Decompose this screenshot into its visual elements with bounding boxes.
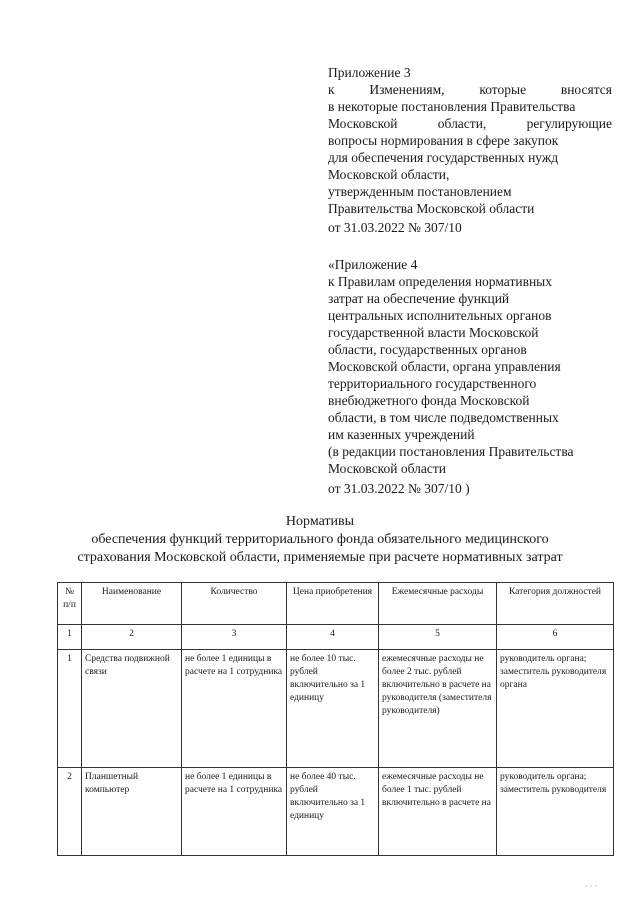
name-cell: Средства подвижной связи <box>82 650 182 768</box>
appendix-3-date-line: от 31.03.2022 № 307/10 <box>328 220 462 235</box>
appendix-3-line: Московской области, регулирующие <box>328 116 612 131</box>
table-row <box>58 650 614 768</box>
appendix-3-line: утвержденным постановлением <box>328 184 512 199</box>
price-cell: не более 10 тыс. рублей включительно за 1 единицу <box>287 650 379 768</box>
document-heading: Нормативы <box>285 514 355 529</box>
page-speck-mark: · · · <box>585 882 597 891</box>
row-number-cell: 2 <box>58 768 82 856</box>
document-subheading-line: обеспечения функций территориального фонда обязательного медицинского <box>91 532 549 547</box>
price-cell: не более 40 тыс. рублей включительно за 1 единицу <box>287 768 379 856</box>
appendix-3-line: Приложение 3 <box>328 65 411 80</box>
column-number: 4 <box>287 625 379 650</box>
monthly-costs-cell: ежемесячные расходы не более 2 тыс. рублей включительно в расчете на руководителя (заместителя руководителя) <box>379 650 497 768</box>
name-cell: Планшетный компьютер <box>82 768 182 856</box>
column-number: 5 <box>379 625 497 650</box>
appendix-4-line: внебюджетного фонда Московской <box>328 393 530 408</box>
appendix-4-line: территориального государственного <box>328 376 537 391</box>
header-number: № п/п <box>58 583 82 625</box>
quantity-cell: не более 1 единицы в расчете на 1 сотрудника <box>182 768 287 856</box>
appendix-4-line: Московской области, органа управления <box>328 359 561 374</box>
header-price: Цена приобретения <box>287 583 379 625</box>
appendix-3-line: в некоторые постановления Правительства <box>328 99 576 114</box>
column-number: 3 <box>182 625 287 650</box>
appendix-4-date-line: от 31.03.2022 № 307/10 ) <box>328 481 470 496</box>
appendix-4-line: (в редакции постановления Правительства <box>328 444 574 459</box>
table-row <box>58 768 614 856</box>
appendix-3-line: Московской области, <box>328 167 450 182</box>
monthly-costs-cell: ежемесячные расходы не более 1 тыс. рублей включительно в расчете на <box>379 768 497 856</box>
header-monthly-costs: Ежемесячные расходы <box>379 583 497 625</box>
appendix-4-line: государственной власти Московской <box>328 325 539 340</box>
appendix-4-line: им казенных учреждений <box>328 427 475 442</box>
row-number-cell: 1 <box>58 650 82 768</box>
appendix-4-line: области, государственных органов <box>328 342 527 357</box>
appendix-4-line: области, в том числе подведомственных <box>328 410 559 425</box>
column-number: 2 <box>82 625 182 650</box>
quantity-cell: не более 1 единицы в расчете на 1 сотрудника <box>182 650 287 768</box>
appendix-4-line: затрат на обеспечение функций <box>328 291 510 306</box>
table-header-row <box>58 583 614 625</box>
header-name: Наименование <box>82 583 182 625</box>
header-position-category: Категория должностей <box>497 583 614 625</box>
norms-table <box>57 582 614 856</box>
appendix-4-line: центральных исполнительных органов <box>328 308 552 323</box>
column-number: 6 <box>497 625 614 650</box>
header-quantity: Количество <box>182 583 287 625</box>
appendix-3-line: для обеспечения государственных нужд <box>328 150 559 165</box>
document-subheading-line: страхования Московской области, применяемые при расчете нормативных затрат <box>77 550 563 565</box>
position-category-cell: руководитель органа; заместитель руководителя органа <box>497 650 614 768</box>
position-category-cell: руководитель органа; заместитель руководителя <box>497 768 614 856</box>
appendix-3-line: вопросы нормирования в сфере закупок <box>328 133 559 148</box>
appendix-4-line: к Правилам определения нормативных <box>328 274 552 289</box>
appendix-4-line: «Приложение 4 <box>328 257 418 272</box>
appendix-4-line: Московской области <box>328 461 447 476</box>
table-column-numbers-row <box>58 625 614 650</box>
column-number: 1 <box>58 625 82 650</box>
appendix-3-line: к Изменениям, которые вносятся <box>328 82 612 97</box>
appendix-3-line: Правительства Московской области <box>328 201 535 216</box>
